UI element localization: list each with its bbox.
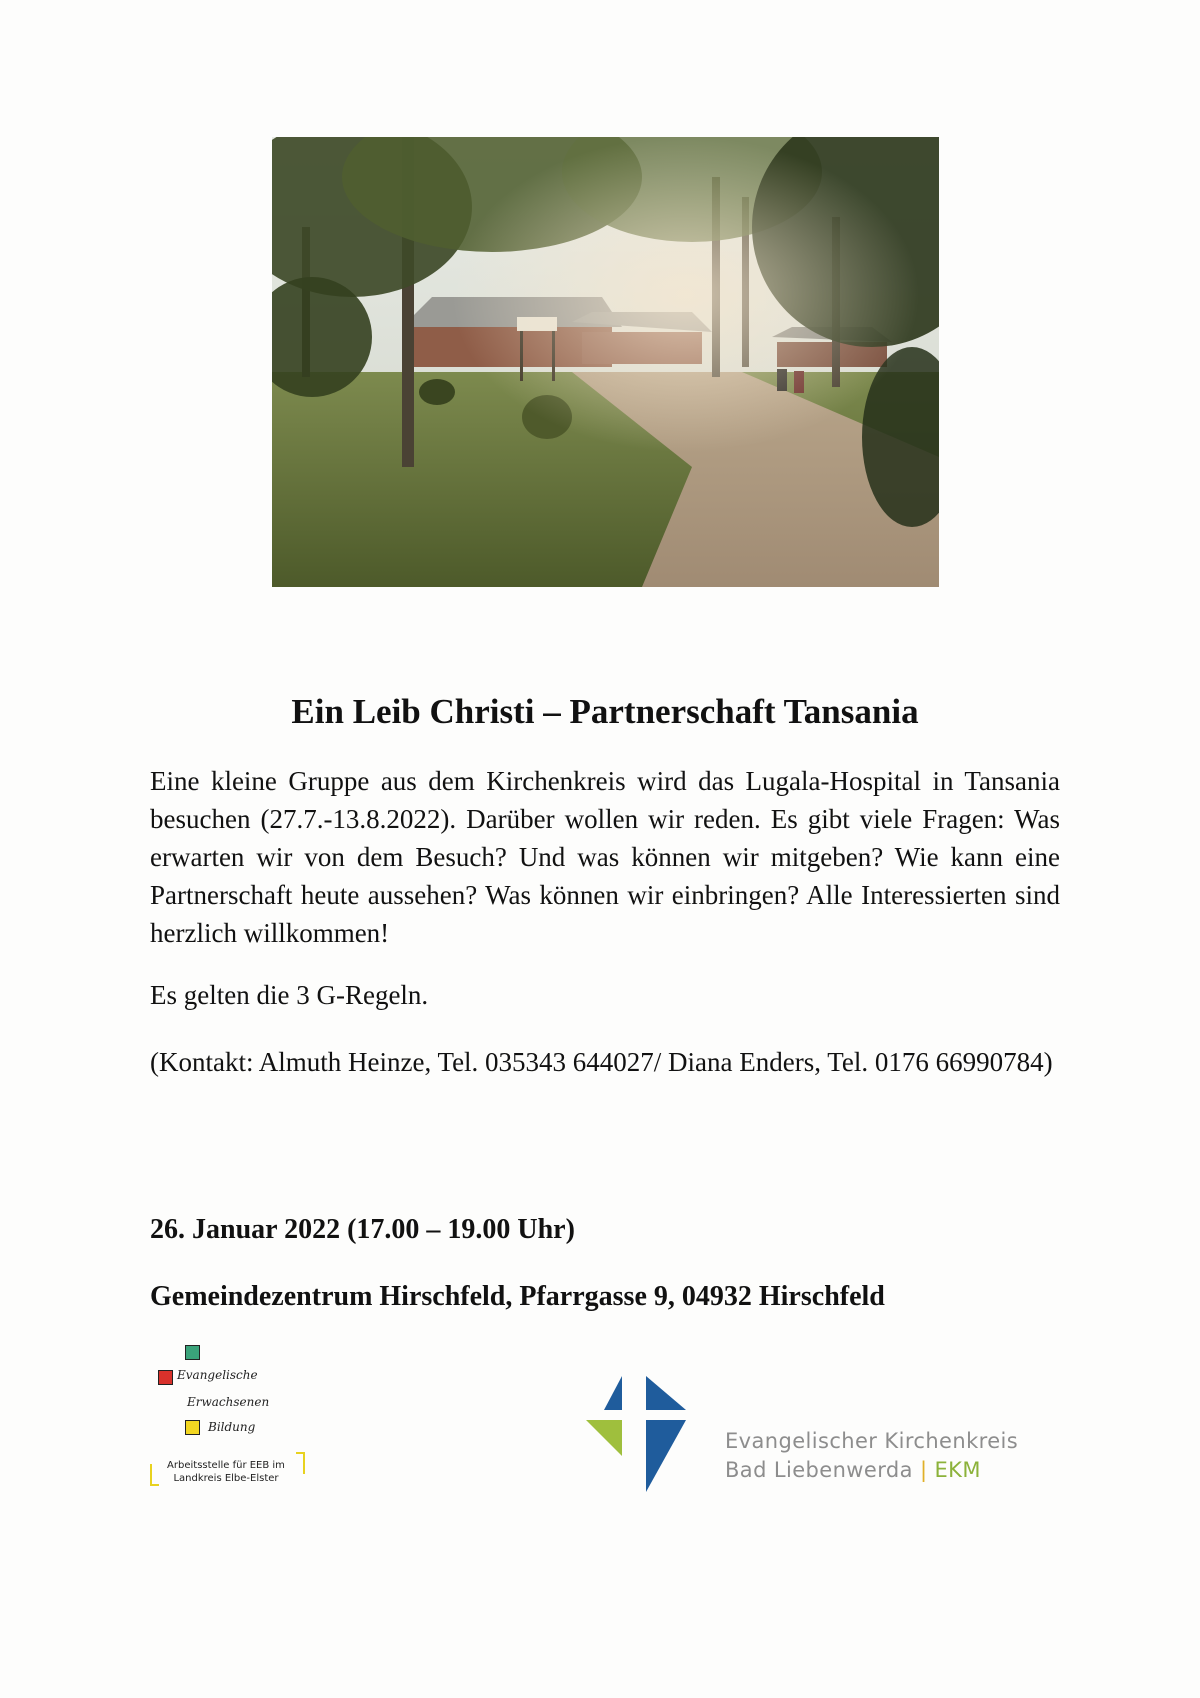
- kirchenkreis-line-2-name: Bad Liebenwerda: [725, 1458, 913, 1482]
- eeb-logo: [150, 1340, 310, 1500]
- red-square-icon: [158, 1370, 173, 1385]
- kirchenkreis-ekm: EKM: [934, 1458, 981, 1482]
- bracket-decoration: [296, 1452, 305, 1474]
- eeb-line-2: Erwachsenen: [187, 1395, 270, 1409]
- kirchenkreis-line-1: Evangelischer Kirchenkreis: [725, 1429, 1019, 1453]
- flyer-title: Ein Leib Christi – Partnerschaft Tansania: [291, 692, 919, 731]
- eeb-line-3: Bildung: [208, 1420, 256, 1434]
- rules-paragraph: Es gelten die 3 G-Regeln.: [150, 980, 429, 1010]
- eeb-line-1: Evangelische: [177, 1368, 258, 1382]
- event-location: Gemeindezentrum Hirschfeld, Pfarrgasse 9, 04932 Hirschfeld: [150, 1281, 885, 1312]
- green-square-icon: [185, 1345, 200, 1360]
- hospital-photo: [272, 137, 939, 587]
- intro-paragraph: Eine kleine Gruppe aus dem Kirchenkreis wird das Lugala-Hospital in Tansania besuchen (27.7.-13.8.2022). Darüber wollen wir reden. Es gibt viele Fragen: Was erwarten wir von dem Besuch? Und was können wir mitgeben? Wie kann eine Partnerschaft heute aussehen? Was können wir einbringen? Alle Interessierten sind herzlich willkommen!: [150, 766, 1060, 948]
- kirchenkreis-cross-icon: [586, 1372, 690, 1496]
- event-date: 26. Januar 2022 (17.00 – 19.00 Uhr): [150, 1214, 575, 1245]
- contact-paragraph: (Kontakt: Almuth Heinze, Tel. 035343 644027/ Diana Enders, Tel. 0176 66990784): [150, 1047, 1053, 1077]
- photo-lugala-hospital-grounds: [272, 137, 939, 587]
- kirchenkreis-separator: |: [919, 1458, 928, 1482]
- eeb-caption: Arbeitsstelle für EEB im Landkreis Elbe-Elster: [167, 1460, 285, 1484]
- kirchenkreis-name: [725, 1427, 1018, 1485]
- yellow-square-icon: [185, 1420, 200, 1435]
